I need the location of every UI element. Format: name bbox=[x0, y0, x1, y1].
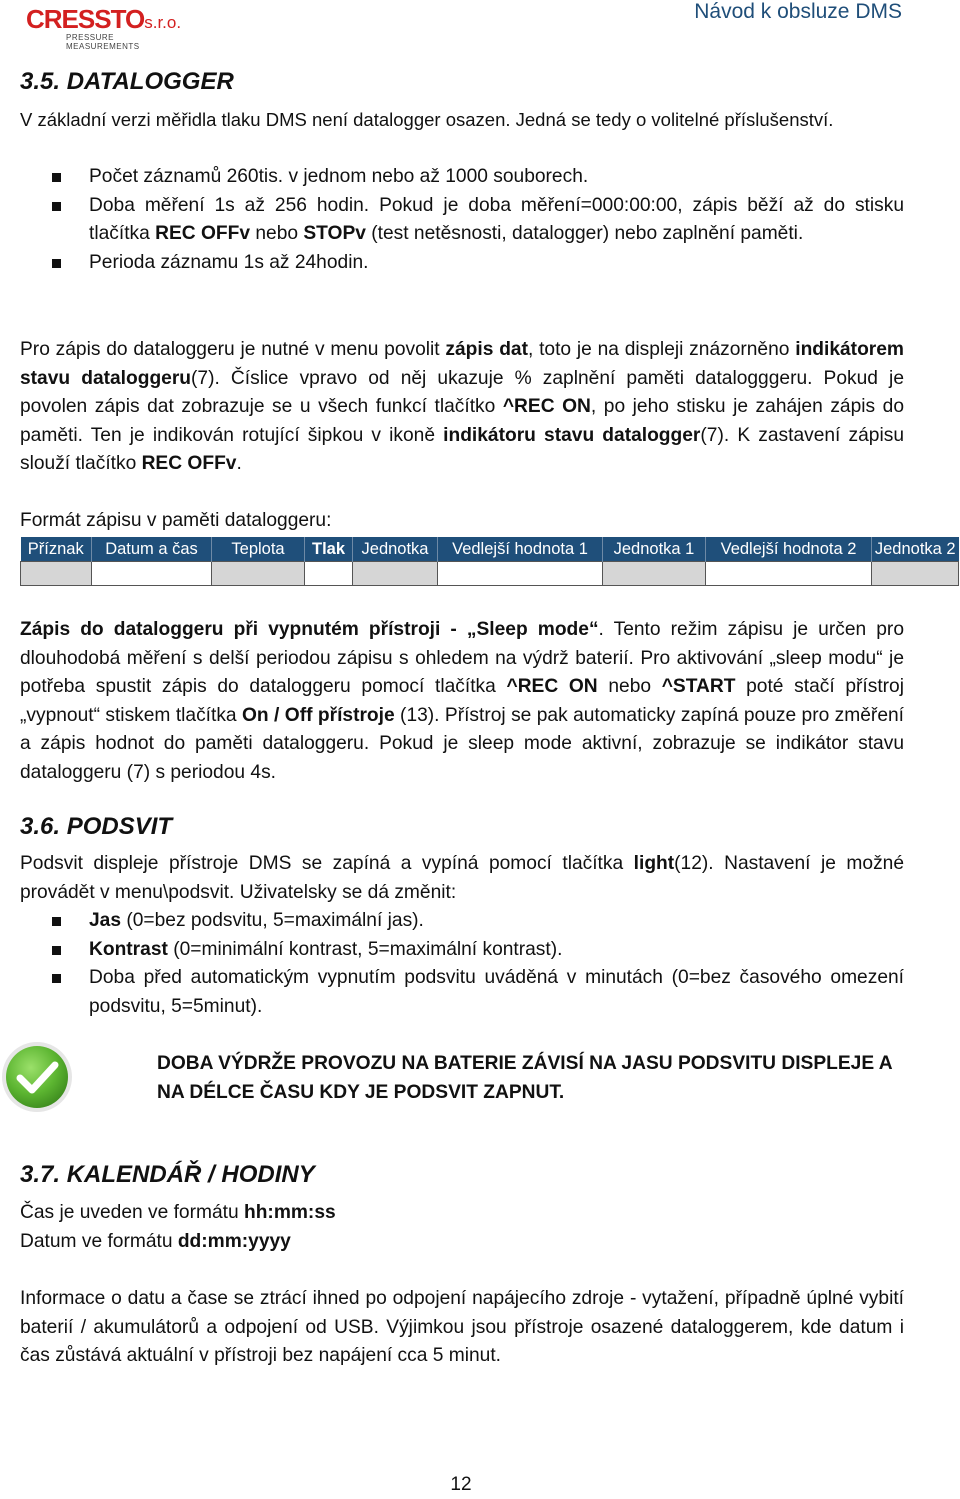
bold-text: REC OFFv bbox=[155, 223, 251, 244]
page-header bbox=[0, 0, 960, 51]
bold-text: Kontrast bbox=[89, 938, 168, 960]
table-cell bbox=[92, 562, 212, 586]
column-header: Datum a čas bbox=[92, 537, 212, 562]
date-format-line bbox=[20, 1228, 904, 1257]
text: poté stačí přístroj „vypnout“ stiskem tlačítka bbox=[20, 676, 904, 726]
table-cell bbox=[305, 562, 353, 586]
bold-text: zápis dat bbox=[445, 339, 528, 360]
logo-subtitle: PRESSURE MEASUREMENTS bbox=[66, 33, 140, 51]
column-header: Příznak bbox=[21, 537, 92, 562]
bold-text: On / Off přístroje bbox=[242, 704, 395, 726]
time-format-line bbox=[20, 1199, 904, 1228]
bold-text: indikátoru stavu datalogger bbox=[443, 424, 701, 446]
column-header: Vedlejší hodnota 2 bbox=[706, 537, 872, 562]
bold-text: ^START bbox=[661, 676, 736, 697]
table-row bbox=[21, 562, 959, 586]
podsvit-bullets bbox=[52, 907, 904, 1021]
text: Čas je uveden ve formátu bbox=[20, 1202, 244, 1223]
section-heading-podsvit: 3.6. PODSVIT bbox=[20, 813, 173, 840]
bold-text: REC OFFv bbox=[141, 453, 237, 474]
list-item bbox=[52, 936, 904, 965]
logo-main-text: CRESSTO bbox=[26, 4, 145, 34]
bullet-text: (0=minimální kontrast, 5=maximální kontrast). bbox=[167, 938, 563, 960]
bullet-text: Počet záznamů 260tis. v jednom nebo až 1000 souborech. bbox=[89, 166, 589, 187]
bullet-text: Doba měření 1s až 256 hodin. Pokud je doba měření=000:00:00, zápis běží až do stisku tlačítka bbox=[89, 194, 904, 244]
text: Podsvit displeje přístroje DMS se zapíná a vypíná pomocí tlačítka bbox=[20, 853, 634, 874]
bullet-text: (0=bez podsvitu, 5=maximální jas). bbox=[121, 910, 424, 931]
logo-sro-text: s.r.o. bbox=[144, 13, 182, 32]
section-heading-datalogger: 3.5. DATALOGGER bbox=[20, 68, 234, 95]
text: (7). Číslice vpravo od něj ukazuje % zaplnění paměti datalogggeru. Pokud je povolen zápis dat zobrazuje se u všech funkcí tlačítko bbox=[20, 367, 904, 417]
text: , po jeho stisku je zahájen zápis do paměti. Ten je indikován rotující šipkou v ikoně bbox=[20, 396, 904, 446]
check-icon bbox=[0, 1040, 74, 1114]
text: , toto je na displeji znázorněno bbox=[527, 339, 796, 360]
column-header: Jednotka bbox=[353, 537, 438, 562]
bold-text: ^REC ON bbox=[506, 676, 598, 697]
format-label: Formát zápisu v paměti dataloggeru: bbox=[20, 510, 332, 531]
bullet-text: nebo bbox=[250, 223, 304, 244]
bold-text: hh:mm:ss bbox=[243, 1202, 336, 1223]
table-cell bbox=[706, 562, 872, 586]
bold-text: dd:mm:yyyy bbox=[177, 1231, 291, 1252]
bold-text: ^REC ON bbox=[502, 396, 591, 417]
podsvit-paragraph bbox=[20, 850, 904, 907]
page-number: 12 bbox=[450, 1474, 472, 1495]
table-header-row bbox=[21, 537, 959, 562]
table-cell bbox=[212, 562, 305, 586]
section-heading-kalendar: 3.7. KALENDÁŘ / HODINY bbox=[20, 1161, 315, 1188]
battery-note: DOBA VÝDRŽE PROVOZU NA BATERIE ZÁVISÍ NA JASU PODSVITU DISPLEJE A NA DÉLCE ČASU KDY JE PODSVIT ZAPNUT. bbox=[157, 1053, 892, 1103]
list-item bbox=[52, 249, 904, 278]
sleep-mode-paragraph bbox=[20, 616, 904, 787]
text: (13). Přístroj se pak automaticky zapíná pouze pro změření a zápis hodnot do paměti dataloggeru. Pokud je sleep mode aktivní, zobrazuje se indikátor stavu dataloggeru (7) s periodou 4s. bbox=[20, 704, 904, 783]
bold-text: indikátorem stavu dataloggeru bbox=[20, 339, 904, 389]
list-item bbox=[52, 964, 904, 1021]
list-item bbox=[52, 907, 904, 936]
column-header: Teplota bbox=[212, 537, 305, 562]
text: . Tento režim zápisu je určen pro dlouhodobá měření s delší periodou zápisu s ohledem na výdrž baterií. Pro aktivování „sleep modu“ je potřeba spustit zápis do dataloggeru pomocí tlačítka bbox=[20, 619, 904, 697]
bullet-text: Perioda záznamu 1s až 24hodin. bbox=[89, 251, 369, 273]
text: . bbox=[236, 453, 242, 474]
table-cell bbox=[603, 562, 706, 586]
datalogger-paragraph bbox=[20, 336, 904, 479]
table-cell bbox=[21, 562, 92, 586]
text: (7). K zastavení zápisu slouží tlačítko bbox=[20, 424, 904, 474]
bold-text: light bbox=[633, 853, 675, 874]
document-title: Návod k obsluze DMS bbox=[694, 0, 902, 23]
bold-text: Zápis do dataloggeru při vypnutém přístroji - „Sleep mode“ bbox=[20, 619, 599, 640]
bullet-text: (test netěsnosti, datalogger) nebo zaplnění paměti. bbox=[365, 223, 804, 244]
cressto-logo bbox=[26, 4, 182, 51]
table-cell bbox=[353, 562, 438, 586]
table-cell bbox=[438, 562, 603, 586]
column-header: Jednotka 1 bbox=[603, 537, 706, 562]
bullet-text: Doba před automatickým vypnutím podsvitu uváděná v minutách (0=bez časového omezení podsvitu, 5=5minut). bbox=[89, 967, 904, 1017]
bold-text: STOPv bbox=[303, 223, 366, 244]
datalogger-intro: V základní verzi měřidla tlaku DMS není datalogger osazen. Jedná se tedy o volitelné příslušenství. bbox=[20, 109, 834, 130]
text: nebo bbox=[597, 676, 662, 697]
calendar-info-paragraph: Informace o datu a čase se ztrácí ihned po odpojení napájecího zdroje - vytažení, případně úplné vybití baterií / akumulátorů a odpojení od USB. Výjimkou jsou přístroje osazené dataloggerem, kde datum i čas zůstává aktuální v přístroji bez napájení cca 5 minut. bbox=[20, 1288, 904, 1366]
datalogger-bullets bbox=[52, 163, 904, 277]
list-item bbox=[52, 192, 904, 249]
table-cell bbox=[872, 562, 959, 586]
text: (12). Nastavení je možné provádět v menu\podsvit. Uživatelsky se dá změnit: bbox=[20, 853, 904, 903]
column-header: Tlak bbox=[305, 537, 353, 562]
list-item bbox=[52, 163, 904, 192]
column-header: Jednotka 2 bbox=[872, 537, 959, 562]
text: Datum ve formátu bbox=[20, 1231, 178, 1252]
bold-text: Jas bbox=[89, 910, 122, 931]
column-header: Vedlejší hodnota 1 bbox=[438, 537, 603, 562]
datalogger-format-table bbox=[20, 537, 959, 586]
text: Pro zápis do dataloggeru je nutné v menu povolit bbox=[20, 339, 446, 360]
